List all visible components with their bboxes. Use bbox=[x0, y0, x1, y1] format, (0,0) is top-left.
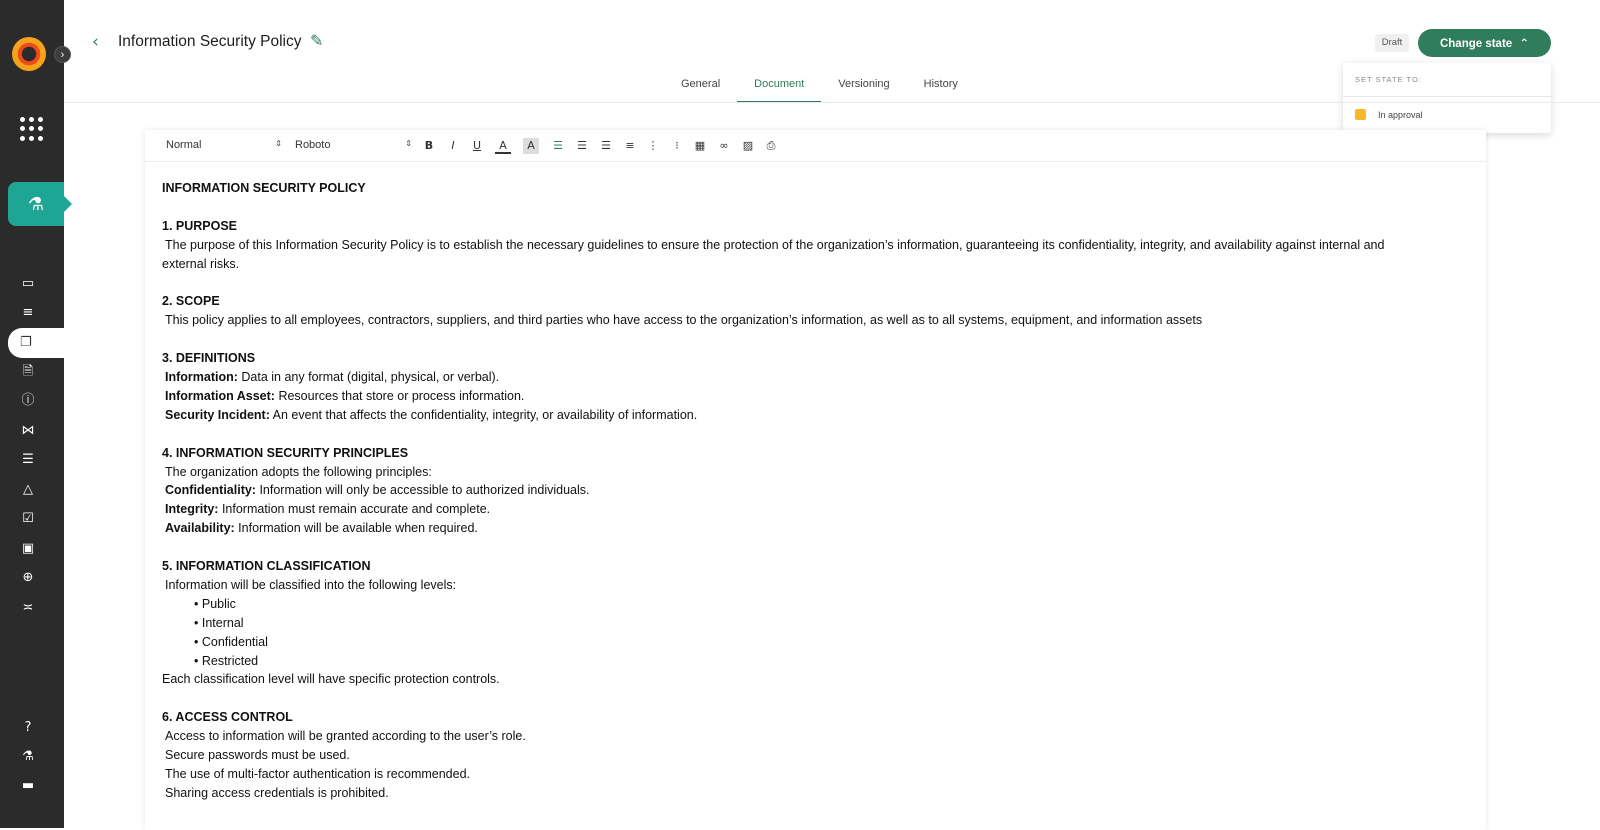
table-icon[interactable]: ▦ bbox=[694, 139, 706, 152]
chevron-up-icon: ⌃ bbox=[1519, 36, 1530, 50]
tab-document[interactable]: Document bbox=[737, 67, 821, 103]
paragraph: Access to information will be granted according to the user’s role. bbox=[165, 729, 526, 744]
section-heading: 6. ACCESS CONTROL bbox=[162, 710, 293, 725]
warning-icon[interactable]: △ bbox=[23, 482, 33, 497]
principle-item bbox=[162, 519, 1486, 538]
level-label: Public bbox=[201, 596, 236, 611]
definition-text: Data in any format (digital, physical, or verbal). bbox=[237, 370, 500, 385]
paragraph: Information will be classified into the following levels: bbox=[165, 577, 457, 592]
level-label: Restricted bbox=[201, 653, 259, 668]
status-badge: Draft bbox=[1375, 34, 1409, 52]
module-icon[interactable]: ⚗ bbox=[8, 182, 64, 226]
definition-item bbox=[162, 368, 1486, 387]
document-editor bbox=[145, 130, 1486, 830]
level-label: Internal bbox=[201, 615, 244, 630]
documents-icon[interactable]: ❐ bbox=[8, 328, 64, 358]
paragraph: Sharing access credentials is prohibited. bbox=[165, 785, 389, 800]
principle-term: Availability: bbox=[165, 521, 235, 536]
app-logo[interactable] bbox=[12, 37, 46, 71]
principle-item bbox=[162, 481, 1486, 500]
lab-flask-icon[interactable]: ⚗ bbox=[22, 749, 34, 764]
state-option-in-approval[interactable] bbox=[1343, 97, 1551, 120]
link-icon[interactable]: ∞ bbox=[719, 139, 729, 152]
ordered-list-icon[interactable]: ⋮ bbox=[647, 139, 659, 152]
change-state-button[interactable] bbox=[1418, 29, 1551, 57]
list-item: • Public bbox=[194, 596, 236, 611]
sliders-icon[interactable]: ☰ bbox=[22, 452, 34, 467]
font-family-value: Roboto bbox=[295, 139, 331, 151]
list-item: • Internal bbox=[194, 615, 244, 630]
section-heading: 4. INFORMATION SECURITY PRINCIPLES bbox=[162, 445, 409, 460]
apps-grid-icon[interactable] bbox=[20, 117, 44, 141]
list-item: • Confidential bbox=[194, 634, 268, 649]
tabs-divider bbox=[64, 102, 1600, 103]
align-center-icon[interactable]: ☰ bbox=[577, 139, 587, 152]
principle-term: Integrity: bbox=[165, 502, 219, 517]
monitor-icon[interactable]: ▭ bbox=[21, 276, 35, 291]
principle-item bbox=[162, 500, 1486, 519]
align-left-icon[interactable]: ☰ bbox=[553, 139, 563, 152]
file-edit-icon[interactable]: 🗎 bbox=[22, 364, 34, 379]
state-color-swatch bbox=[1355, 109, 1366, 120]
definition-text: An event that affects the confidentiality, integrity, or availability of information. bbox=[269, 407, 698, 422]
principle-text: Information will be available when required. bbox=[234, 521, 478, 536]
help-icon[interactable]: ? bbox=[24, 720, 32, 735]
section-heading: 1. PURPOSE bbox=[162, 218, 238, 233]
select-arrows-icon: ⇕ bbox=[275, 139, 282, 148]
paragraph: Each classification level will have specific protection controls. bbox=[162, 672, 500, 687]
align-right-icon[interactable]: ☰ bbox=[601, 139, 611, 152]
font-family-select[interactable] bbox=[295, 139, 412, 151]
underline-icon[interactable]: U bbox=[472, 139, 482, 152]
tab-versioning[interactable]: Versioning bbox=[838, 78, 890, 90]
state-menu-header: SET STATE TO: bbox=[1343, 63, 1551, 97]
image-icon[interactable]: ▨ bbox=[742, 139, 754, 152]
document-title: INFORMATION SECURITY POLICY bbox=[162, 181, 366, 195]
page-title: Information Security Policy bbox=[118, 33, 302, 50]
definition-text: Resources that store or process information. bbox=[274, 388, 525, 403]
tasks-icon[interactable]: ≍ bbox=[22, 600, 34, 615]
highlight-color-icon[interactable]: A bbox=[523, 138, 539, 154]
target-icon[interactable]: ⊕ bbox=[22, 570, 34, 585]
italic-icon[interactable]: I bbox=[451, 139, 455, 152]
change-state-label: Change state bbox=[1439, 38, 1513, 50]
principle-term: Confidentiality: bbox=[165, 483, 256, 498]
definition-term: Information Asset: bbox=[165, 388, 275, 403]
state-option-label: In approval bbox=[1378, 109, 1423, 120]
tab-bar bbox=[664, 67, 975, 103]
bowtie-icon[interactable]: ⋈ bbox=[21, 423, 35, 438]
definition-item bbox=[162, 406, 1486, 425]
paragraph-style-select[interactable] bbox=[166, 139, 282, 151]
alert-circle-icon[interactable]: ⓘ bbox=[21, 393, 35, 408]
expand-sidebar-button[interactable]: › bbox=[54, 46, 71, 63]
level-label: Confidential bbox=[201, 634, 268, 649]
align-justify-icon[interactable]: ≡ bbox=[625, 139, 635, 152]
paragraph-style-value: Normal bbox=[166, 139, 202, 151]
edit-pencil-icon[interactable]: ✎ bbox=[310, 31, 324, 50]
report-icon[interactable]: ▣ bbox=[21, 541, 35, 556]
document-body[interactable] bbox=[145, 162, 1486, 803]
definition-term: Security Incident: bbox=[165, 407, 270, 422]
text-color-icon[interactable]: A bbox=[495, 138, 511, 154]
sidebar bbox=[0, 0, 64, 828]
tab-history[interactable]: History bbox=[923, 78, 958, 90]
section-heading: 5. INFORMATION CLASSIFICATION bbox=[162, 559, 371, 574]
tab-general[interactable]: General bbox=[681, 78, 721, 90]
back-arrow-icon[interactable]: ‹ bbox=[92, 32, 99, 52]
billing-card-icon[interactable]: ▬ bbox=[21, 778, 35, 793]
paragraph: This policy applies to all employees, contractors, suppliers, and third parties who have access to the organization’s information, as well as to all systems, equipment, and information assets bbox=[165, 313, 1203, 328]
section-heading: 2. SCOPE bbox=[162, 294, 220, 309]
paragraph: The purpose of this Information Security Policy is to establish the necessary guidelines to ensure the protection of the organization’s information, guaranteeing its confidentiality, integrity, and availability against internal and bbox=[165, 237, 1385, 252]
section-heading: 3. DEFINITIONS bbox=[162, 351, 256, 366]
paragraph: external risks. bbox=[162, 256, 240, 271]
bullet-list-icon[interactable]: ⁝ bbox=[675, 139, 679, 152]
principle-text: Information will only be accessible to authorized individuals. bbox=[255, 483, 590, 498]
definition-item bbox=[162, 387, 1486, 406]
editor-toolbar bbox=[145, 130, 1486, 162]
paragraph: The organization adopts the following principles: bbox=[165, 464, 432, 479]
bold-icon[interactable]: B bbox=[424, 139, 434, 152]
definition-term: Information: bbox=[165, 370, 238, 385]
principle-text: Information must remain accurate and complete. bbox=[218, 502, 491, 517]
list-icon[interactable]: ≡ bbox=[22, 305, 34, 320]
list-item: • Restricted bbox=[194, 653, 259, 668]
checklist-icon[interactable]: ☑ bbox=[22, 511, 34, 526]
state-dropdown-menu bbox=[1343, 63, 1551, 133]
print-icon[interactable]: ⎙ bbox=[766, 139, 776, 152]
paragraph: Secure passwords must be used. bbox=[165, 748, 350, 763]
select-arrows-icon: ⇕ bbox=[405, 139, 412, 148]
paragraph: The use of multi-factor authentication is recommended. bbox=[165, 767, 471, 781]
